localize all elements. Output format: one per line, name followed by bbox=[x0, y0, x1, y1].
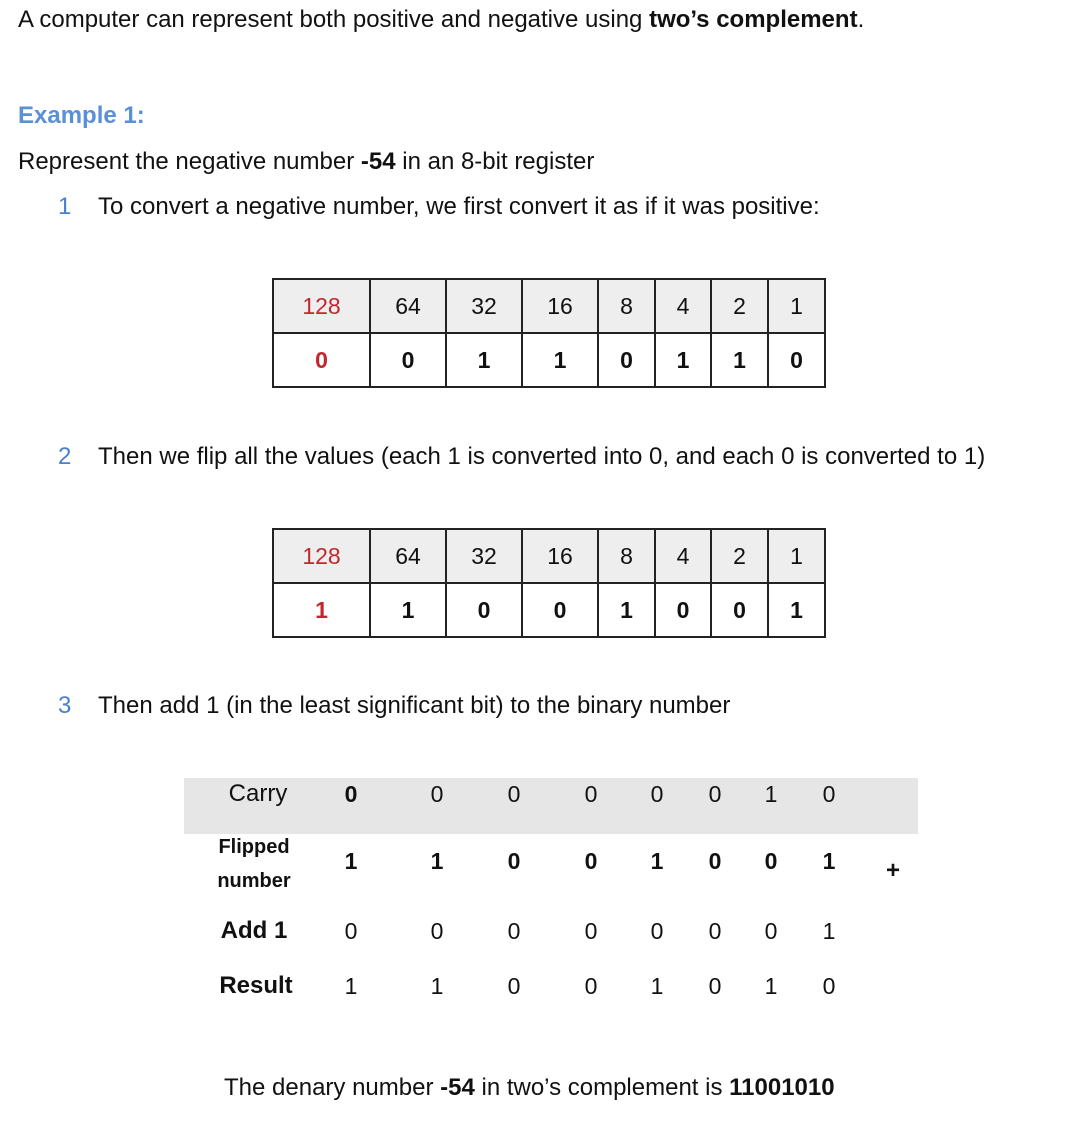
bit-cell: 1 bbox=[370, 583, 446, 637]
flipped-bits-table bbox=[272, 528, 826, 638]
bit-cell: 0 bbox=[273, 333, 370, 387]
place-value-cell: 8 bbox=[598, 279, 655, 333]
flipped-label-line1: Flipped bbox=[218, 836, 290, 858]
bit-cell: 1 bbox=[768, 583, 825, 637]
result-cell: 1 bbox=[430, 973, 444, 999]
place-value-cell: 2 bbox=[711, 279, 768, 333]
step-1 bbox=[58, 193, 820, 221]
flipped-cell: 0 bbox=[584, 848, 598, 874]
task-text bbox=[18, 148, 594, 176]
conclusion-middle: in two’s complement is bbox=[474, 1074, 730, 1101]
conclusion-denary: -54 bbox=[440, 1074, 475, 1101]
result-cell: 1 bbox=[650, 973, 664, 999]
positive-bits-table bbox=[272, 278, 826, 388]
place-value-cell: 2 bbox=[711, 529, 768, 583]
place-value-cell: 1 bbox=[768, 529, 825, 583]
flipped-label-line2: number bbox=[217, 870, 291, 892]
place-value-row bbox=[273, 529, 825, 583]
place-value-cell: 128 bbox=[273, 529, 370, 583]
place-value-cell: 4 bbox=[655, 279, 711, 333]
bit-row bbox=[273, 583, 825, 637]
add-one-cell: 0 bbox=[344, 918, 358, 944]
flipped-cell: 1 bbox=[822, 848, 836, 874]
place-value-cell: 16 bbox=[522, 279, 598, 333]
step-number: 1 bbox=[58, 193, 72, 220]
bit-cell: 1 bbox=[273, 583, 370, 637]
add-one-cell: 0 bbox=[764, 918, 778, 944]
task-number: -54 bbox=[360, 148, 396, 175]
intro-text-after: . bbox=[857, 6, 865, 33]
place-value-cell: 4 bbox=[655, 529, 711, 583]
carry-cell: 1 bbox=[764, 781, 778, 807]
add-one-cell: 0 bbox=[430, 918, 444, 944]
flipped-cell: 0 bbox=[708, 848, 722, 874]
bit-cell: 1 bbox=[446, 333, 522, 387]
task-before: Represent the negative number bbox=[18, 148, 361, 175]
flipped-cell: 0 bbox=[764, 848, 778, 874]
place-value-cell: 1 bbox=[768, 279, 825, 333]
result-cell: 0 bbox=[507, 973, 521, 999]
conclusion-text bbox=[224, 1074, 835, 1102]
bit-cell: 0 bbox=[768, 333, 825, 387]
flipped-cell: 1 bbox=[344, 848, 358, 874]
result-cell: 0 bbox=[822, 973, 836, 999]
result-cell: 0 bbox=[708, 973, 722, 999]
place-value-row bbox=[273, 279, 825, 333]
step-2 bbox=[58, 443, 985, 471]
place-value-cell: 64 bbox=[370, 529, 446, 583]
carry-label: Carry bbox=[228, 780, 288, 807]
result-label: Result bbox=[219, 972, 293, 999]
bit-cell: 1 bbox=[711, 333, 768, 387]
bit-cell: 1 bbox=[598, 583, 655, 637]
intro-text bbox=[18, 6, 864, 34]
conclusion-binary: 11001010 bbox=[729, 1074, 835, 1101]
place-value-cell: 16 bbox=[522, 529, 598, 583]
bit-cell: 0 bbox=[711, 583, 768, 637]
flipped-cell: 1 bbox=[430, 848, 444, 874]
step-text: Then add 1 (in the least significant bit) to the binary number bbox=[98, 692, 731, 719]
add-one-cell: 0 bbox=[507, 918, 521, 944]
intro-bold-term: two’s complement bbox=[649, 6, 858, 33]
result-cell: 1 bbox=[344, 973, 358, 999]
carry-cell: 0 bbox=[708, 781, 722, 807]
step-number: 2 bbox=[58, 443, 72, 470]
plus-sign: + bbox=[886, 857, 901, 884]
place-value-cell: 32 bbox=[446, 279, 522, 333]
add-one-cell: 0 bbox=[584, 918, 598, 944]
bit-cell: 0 bbox=[598, 333, 655, 387]
flipped-cell: 1 bbox=[650, 848, 664, 874]
carry-cell: 0 bbox=[584, 781, 598, 807]
add-one-cell: 1 bbox=[822, 918, 836, 944]
flipped-number-label bbox=[204, 830, 304, 898]
result-cell: 1 bbox=[764, 973, 778, 999]
add-one-cell: 0 bbox=[708, 918, 722, 944]
carry-cell: 0 bbox=[344, 781, 358, 807]
conclusion-before: The denary number bbox=[224, 1074, 441, 1101]
add-one-cell: 0 bbox=[650, 918, 664, 944]
carry-cell: 0 bbox=[507, 781, 521, 807]
step-3 bbox=[58, 692, 730, 720]
place-value-cell: 32 bbox=[446, 529, 522, 583]
intro-text-before: A computer can represent both positive and negative using bbox=[18, 6, 650, 33]
carry-cell: 0 bbox=[430, 781, 444, 807]
step-text: To convert a negative number, we first convert it as if it was positive: bbox=[98, 193, 820, 220]
place-value-cell: 8 bbox=[598, 529, 655, 583]
bit-cell: 0 bbox=[370, 333, 446, 387]
carry-cell: 0 bbox=[822, 781, 836, 807]
place-value-cell: 128 bbox=[273, 279, 370, 333]
result-cell: 0 bbox=[584, 973, 598, 999]
add-one-label: Add 1 bbox=[220, 917, 288, 944]
step-number: 3 bbox=[58, 692, 72, 719]
carry-cell: 0 bbox=[650, 781, 664, 807]
bit-cell: 0 bbox=[655, 583, 711, 637]
task-after: in an 8-bit register bbox=[395, 148, 595, 175]
bit-cell: 0 bbox=[522, 583, 598, 637]
bit-cell: 1 bbox=[522, 333, 598, 387]
flipped-cell: 0 bbox=[507, 848, 521, 874]
bit-cell: 0 bbox=[446, 583, 522, 637]
bit-cell: 1 bbox=[655, 333, 711, 387]
place-value-cell: 64 bbox=[370, 279, 446, 333]
bit-row bbox=[273, 333, 825, 387]
example-title: Example 1: bbox=[18, 102, 145, 129]
step-text: Then we flip all the values (each 1 is converted into 0, and each 0 is converted to 1) bbox=[98, 443, 986, 470]
